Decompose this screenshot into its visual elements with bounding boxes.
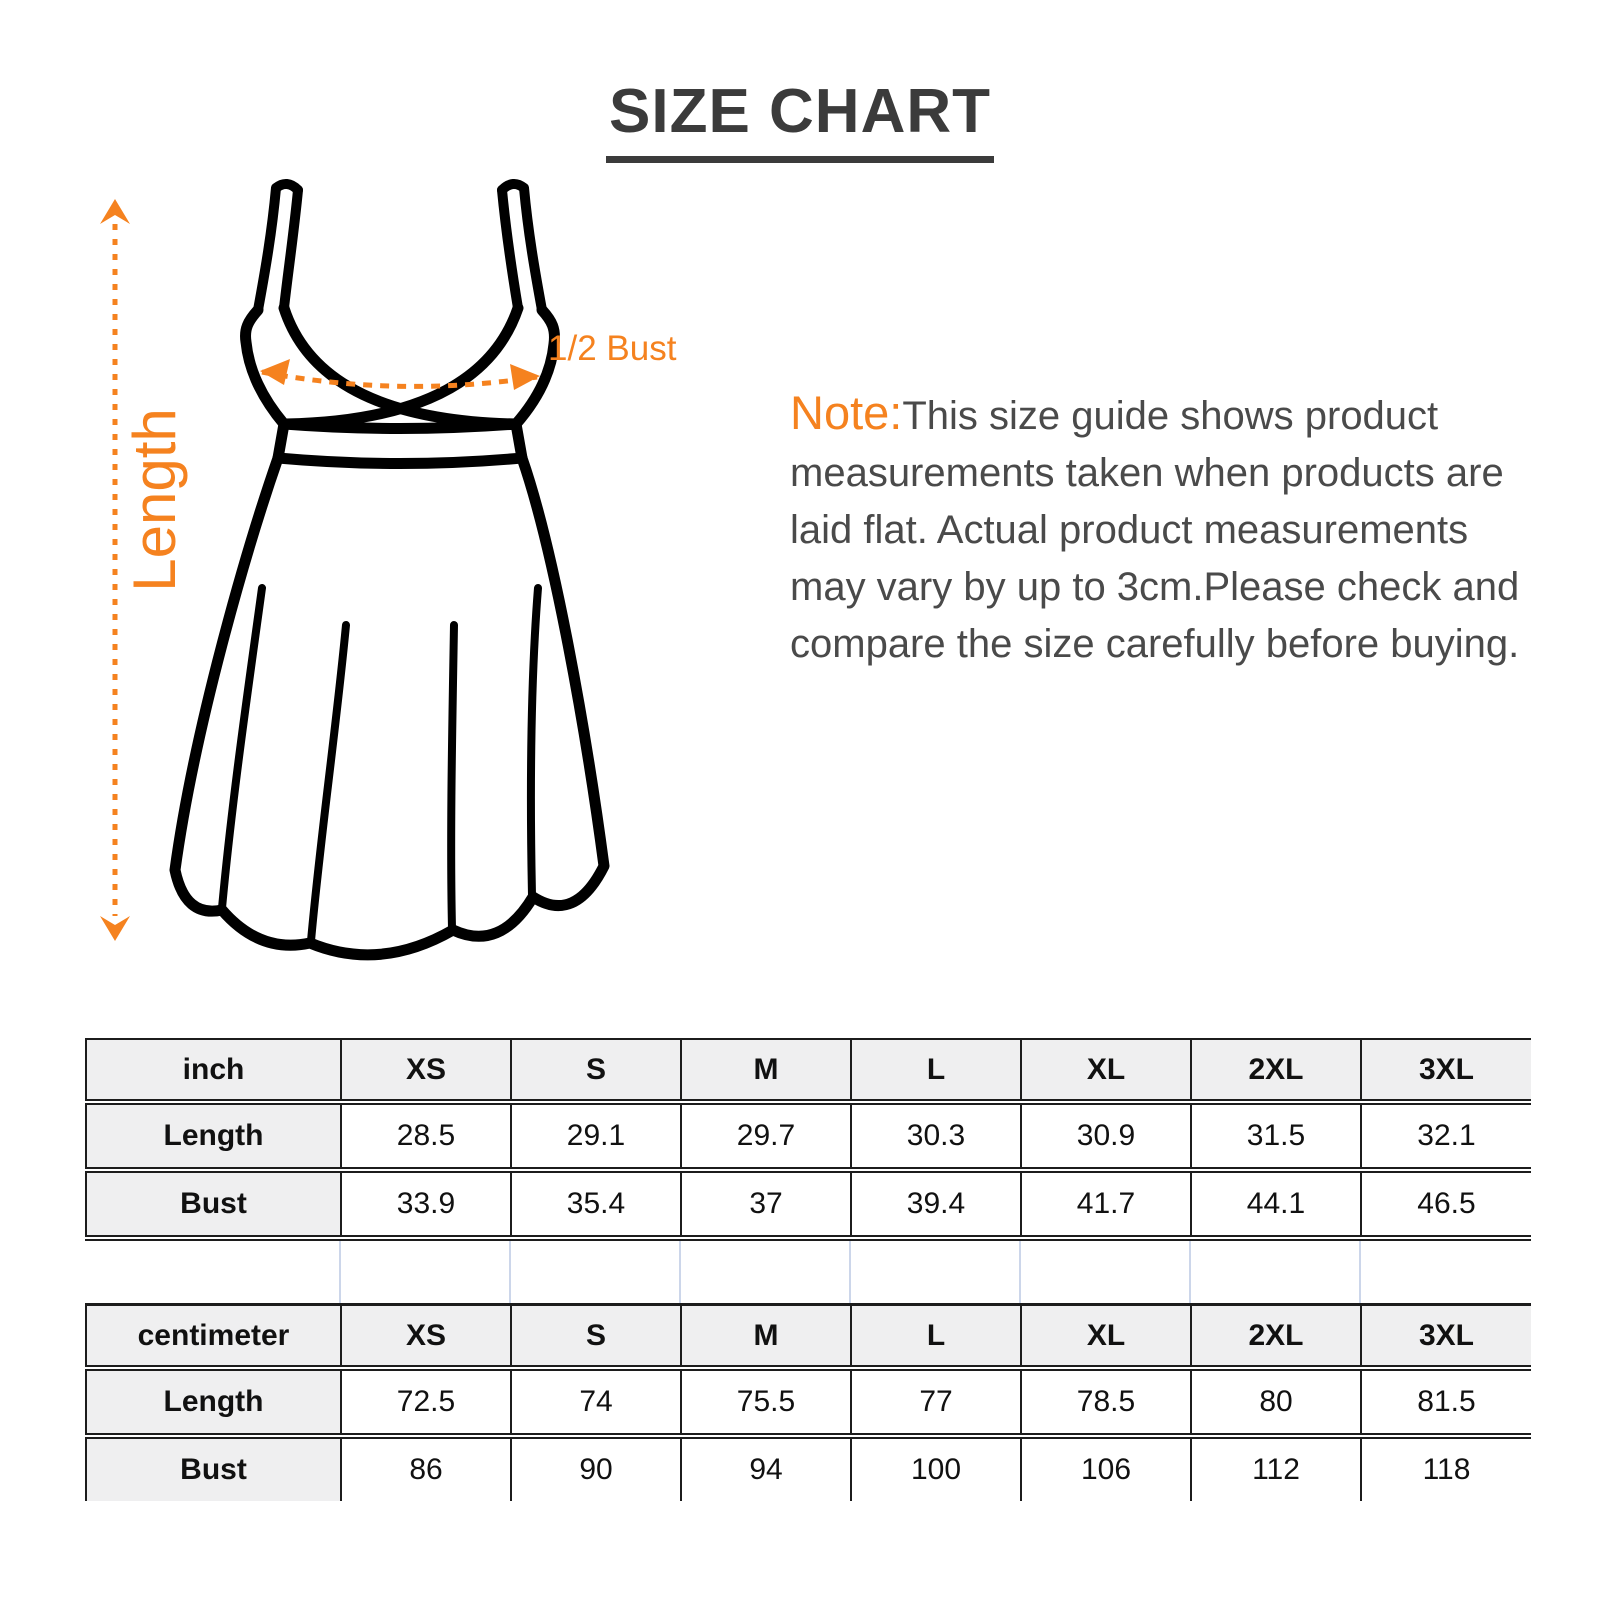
value-cell: 100	[851, 1436, 1021, 1501]
bust-arrow-left-head	[260, 359, 290, 385]
size-header-cell: XL	[1021, 1305, 1191, 1369]
size-header-cell: 3XL	[1361, 1039, 1531, 1102]
inch-size-table	[85, 1038, 1531, 1241]
value-cell: 78.5	[1021, 1368, 1191, 1436]
value-cell: 29.1	[511, 1102, 681, 1170]
note-paragraph	[790, 384, 1530, 673]
left-strap	[276, 184, 298, 190]
bust-arrow-line	[262, 372, 537, 386]
skirt	[175, 458, 604, 955]
value-cell: 44.1	[1191, 1170, 1361, 1238]
data-row	[86, 1170, 1531, 1238]
data-row	[86, 1102, 1531, 1170]
value-cell: 118	[1361, 1436, 1531, 1501]
value-cell: 80	[1191, 1368, 1361, 1436]
value-cell: 39.4	[851, 1170, 1021, 1238]
column-guide-line	[1189, 1241, 1191, 1303]
row-label-cell: Bust	[86, 1170, 341, 1238]
value-cell: 106	[1021, 1436, 1191, 1501]
column-guide-line	[1019, 1241, 1021, 1303]
right-strap	[524, 188, 542, 310]
value-cell: 31.5	[1191, 1102, 1361, 1170]
size-header-cell: XS	[341, 1305, 511, 1369]
row-label-cell: Bust	[86, 1436, 341, 1501]
size-header-cell: 2XL	[1191, 1305, 1361, 1369]
size-header-cell: XL	[1021, 1039, 1191, 1102]
size-header-cell: 3XL	[1361, 1305, 1531, 1369]
note-label: Note:	[790, 386, 903, 439]
bust-label: 1/2 Bust	[548, 329, 677, 368]
left-strap	[258, 188, 276, 310]
skirt-pleat	[451, 625, 454, 928]
table-gap	[85, 1241, 1530, 1303]
value-cell: 77	[851, 1368, 1021, 1436]
header-row	[86, 1305, 1531, 1369]
value-cell: 30.3	[851, 1102, 1021, 1170]
data-row	[86, 1436, 1531, 1501]
bust-arrow-right-head	[510, 364, 540, 390]
value-cell: 90	[511, 1436, 681, 1501]
note-body: This size guide shows product measurements taken when products are laid flat. Actual product measurements may vary by up to 3cm.Please check and compare the size carefully before buying.	[790, 394, 1520, 666]
value-cell: 32.1	[1361, 1102, 1531, 1170]
value-cell: 30.9	[1021, 1102, 1191, 1170]
arrow-up-icon	[100, 199, 130, 224]
size-header-cell: M	[681, 1305, 851, 1369]
value-cell: 94	[681, 1436, 851, 1501]
value-cell: 35.4	[511, 1170, 681, 1238]
row-label-cell: Length	[86, 1368, 341, 1436]
waistband	[278, 424, 522, 464]
page-title: SIZE CHART	[606, 76, 994, 163]
value-cell: 28.5	[341, 1102, 511, 1170]
value-cell: 46.5	[1361, 1170, 1531, 1238]
right-strap	[502, 184, 524, 190]
size-header-cell: M	[681, 1039, 851, 1102]
row-label-cell: Length	[86, 1102, 341, 1170]
size-header-cell: 2XL	[1191, 1039, 1361, 1102]
value-cell: 33.9	[341, 1170, 511, 1238]
dress-outline	[175, 184, 604, 955]
column-guide-line	[849, 1241, 851, 1303]
size-header-cell: S	[511, 1039, 681, 1102]
dress-measurement-diagram	[80, 170, 700, 970]
right-strap	[502, 190, 518, 308]
column-guide-line	[339, 1241, 341, 1303]
column-guide-line	[1359, 1241, 1361, 1303]
value-cell: 74	[511, 1368, 681, 1436]
unit-header-cell: inch	[86, 1039, 341, 1102]
value-cell: 41.7	[1021, 1170, 1191, 1238]
arrow-down-icon	[100, 916, 130, 941]
length-label: Length	[121, 408, 188, 592]
header	[0, 76, 1600, 163]
centimeter-size-table	[85, 1303, 1531, 1501]
size-header-cell: XS	[341, 1039, 511, 1102]
left-strap	[284, 190, 298, 308]
size-header-cell: L	[851, 1039, 1021, 1102]
value-cell: 112	[1191, 1436, 1361, 1501]
value-cell: 81.5	[1361, 1368, 1531, 1436]
value-cell: 72.5	[341, 1368, 511, 1436]
value-cell: 29.7	[681, 1102, 851, 1170]
value-cell: 86	[341, 1436, 511, 1501]
header-row	[86, 1039, 1531, 1102]
size-header-cell: S	[511, 1305, 681, 1369]
column-guide-line	[509, 1241, 511, 1303]
column-guide-line	[679, 1241, 681, 1303]
data-row	[86, 1368, 1531, 1436]
value-cell: 75.5	[681, 1368, 851, 1436]
size-header-cell: L	[851, 1305, 1021, 1369]
size-tables	[85, 1038, 1530, 1501]
unit-header-cell: centimeter	[86, 1305, 341, 1369]
value-cell: 37	[681, 1170, 851, 1238]
